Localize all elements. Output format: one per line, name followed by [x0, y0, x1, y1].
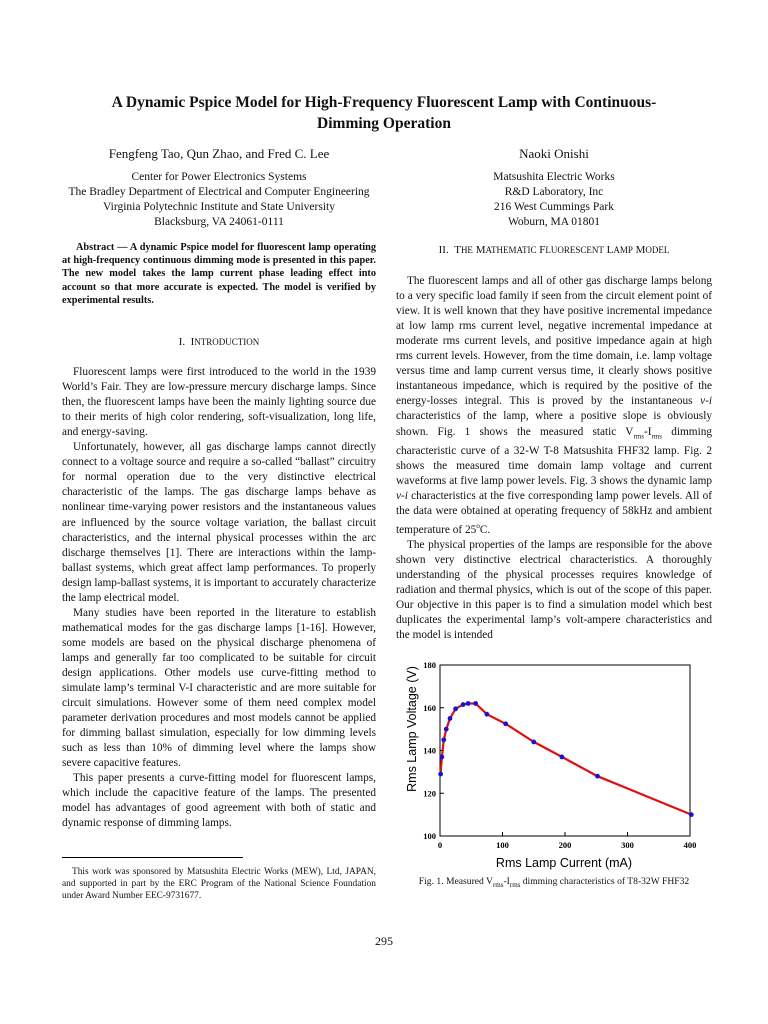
data-point — [444, 727, 449, 732]
text-run: -I — [643, 425, 652, 438]
footnote-rule — [62, 857, 243, 858]
section-number: II. — [438, 244, 449, 256]
authors-right: Naoki Onishi — [519, 146, 589, 161]
subscript: rms — [651, 431, 662, 440]
text-run: characteristics at the five corresponding lamp power levels. All of the data were obtained at operating frequency of 58kHz and ambient temperature of 25 — [396, 489, 712, 536]
intro-paragraph-4: This paper presents a curve-fitting model for fluorescent lamps, which include the capacitive feature of the lamps. The presented model has advantages of good agreement with both of static and dynamic response of dimming lamps. — [62, 772, 376, 830]
caption-text: -I — [503, 876, 510, 887]
heading-cap: M — [635, 244, 646, 256]
affiliation-right-line: Woburn, MA 01801 — [507, 216, 601, 228]
heading-smallcaps: LUORESCENT — [545, 245, 604, 255]
model-paragraph-2: The physical properties of the lamps are responsible for the above shown very distinctive electrical characteristics. A thoroughly understanding of the physical processes requires knowledge of radiation and thermal physics, which is out of the scope of this paper. Our objective in this paper is to find a simulation model which best duplicates the experimental lamp’s volt-ampere characteristics and the model is intended — [396, 538, 712, 642]
heading-cap: I — [190, 336, 195, 349]
plot-frame — [440, 665, 690, 836]
caption-text: Fig. 1. Measured V — [418, 876, 493, 887]
y-axis-label-text: Rms Lamp Voltage (V) — [405, 666, 419, 792]
data-point — [595, 774, 600, 779]
data-point — [439, 755, 444, 760]
title-line-1: A Dynamic Pspice Model for High-Frequency Fluorescent Lamp with Continuous- — [111, 94, 657, 111]
data-point — [503, 721, 508, 726]
data-point — [441, 737, 446, 742]
heading-cap: T — [454, 244, 461, 256]
figure-caption — [396, 876, 712, 889]
data-point — [466, 701, 471, 706]
title-line-2: Dimming Operation — [317, 115, 451, 132]
y-tick-label: 180 — [423, 660, 436, 670]
affiliation-left — [42, 170, 396, 230]
intro-paragraph-2: Unfortunately, however, all gas discharge lamps cannot directly connect to a voltage source and require a so-called “ballast” circuitry for normal operation due to the very distinctive electrical characteristic of the lamps. The gas discharge lamps behave as nonlinear time-varying power resistors and the instantaneous values are influenced by the source voltage variation, the ballast circuit characteristics, and the internal physical processes within the arc discharge themselves [1]. There are interactions within the lamp-ballast systems, which great affect lamp performances. To properly design lamp-ballast systems, it is important to accurately characterize the lamp electrical model. — [62, 441, 377, 604]
model-paragraph-1 — [396, 274, 712, 538]
text-run: dimming characteristic curve of a 32-W T-8 Matsushita FHF32 lamp. Fig. 2 shows the measured time domain lamp voltage and current waveforms at five lamp power levels. Fig. 3 shows the dynamic lamp — [396, 425, 713, 487]
data-point — [484, 712, 489, 717]
x-tick-label: 100 — [496, 840, 509, 850]
affiliation-right-line: 216 West Cummings Park — [494, 201, 614, 213]
superscript: o — [476, 522, 480, 531]
data-point — [689, 812, 694, 817]
affiliation-left-line: Blacksburg, VA 24061-0111 — [154, 216, 284, 228]
affiliation-right-line: R&D Laboratory, Inc — [504, 186, 604, 198]
x-tick-label: 0 — [437, 840, 443, 850]
right-column — [396, 243, 712, 643]
text-run-italic: v-i — [700, 395, 712, 408]
heading-smallcaps: AMP — [613, 245, 633, 255]
y-tick-label: 140 — [423, 745, 436, 756]
data-point — [453, 706, 458, 711]
text-run: The fluorescent lamps and all of other gas discharge lamps belong to a very specific load family if seen from the circuit element point of view. It is well known that they have positive incremental impedance at low lamp rms current level, negative incremental impedance at moderate rms current levels, and positive impedance again at high rms current levels. However, from the time domain, i.e. lamp voltage versus time and lamp current versus time, it clearly shows positive instantaneous impedance, which is required by the positive of the energy-losses integral. This is proved by the instantaneous — [396, 275, 712, 408]
affiliation-right — [396, 170, 712, 230]
text-run: C. — [479, 523, 491, 536]
section-number: I. — [178, 336, 186, 349]
x-tick-label: 300 — [621, 840, 634, 850]
data-point — [531, 740, 536, 745]
footnote — [62, 866, 376, 902]
data-point — [559, 755, 564, 760]
authors-left: Fengfeng Tao, Qun Zhao, and Fred C. Lee — [108, 146, 330, 161]
fig1-chart — [396, 657, 712, 873]
abstract: Abstract — A dynamic Pspice model for fluorescent lamp operating at high-frequency continuous dimming mode is presented in this paper. The new model takes the lamp current phase leading effect into account so that more accurate is expected. The model is verified by experimental results. — [62, 242, 376, 306]
section-2-heading — [396, 243, 712, 258]
data-point — [448, 716, 453, 721]
left-column — [62, 241, 376, 832]
text-run-italic: v-i — [396, 489, 408, 502]
subscript: rms — [633, 431, 644, 440]
heading-cap: L — [606, 244, 614, 256]
data-point — [461, 702, 466, 707]
intro-paragraph-3: Many studies have been reported in the literature to establish mathematical modes for the gas discharge lamps [1-16]. However, some models are based on the physical discharge phenomena of lamps and generally far too complicated to be suitable for circuit design applications. Other models use curve-fitting method to simulate lamp’s terminal V-I characteristic and are more suitable for circuit simulations. However some of them need complex model parameter derivation procedures and most models cannot be applied for dimming ballast simulation, especially for low dimming levels such as less than 10% of dimming level where the lamps show severe capacitive features. — [62, 606, 376, 770]
caption-text: dimming characteristics of T8-32W FHF32 — [520, 876, 690, 887]
series-line — [441, 704, 692, 815]
x-tick-label: 400 — [683, 840, 697, 850]
x-tick-label: 200 — [558, 840, 572, 850]
data-point — [438, 772, 443, 777]
intro-paragraph-1: Fluorescent lamps were first introduced to the world in the 1939 World’s Fair. They are low-pressure mercury discharge lamps. Since then, the fluorescent lamps have been the mainly lighting source due to their merits of high color rendering, soft-visualization, long life, and energy-saving. — [62, 366, 376, 439]
x-axis-label: Rms Lamp Current (mA) — [495, 856, 633, 870]
heading-smallcaps: ATHEMATIC — [485, 245, 537, 255]
heading-cap: M — [475, 244, 486, 256]
y-tick-label: 100 — [423, 831, 436, 841]
page-number: 295 — [375, 934, 393, 948]
affiliation-left-line: Center for Power Electronics Systems — [131, 171, 307, 183]
y-tick-label: 120 — [423, 788, 436, 799]
caption-subscript: rms — [492, 880, 504, 889]
heading-smallcaps: ODEL — [645, 245, 670, 255]
footnote-text: This work was sponsored by Matsushita Electric Works (MEW), Ltd, JAPAN, and supported in part by the ERC Program of the National Science Foundation under Award Number EEC-9731677. — [62, 867, 376, 901]
y-axis-label — [405, 666, 419, 792]
affiliation-right-line: Matsushita Electric Works — [493, 171, 615, 183]
caption-subscript: rms — [509, 880, 521, 889]
heading-cap: F — [539, 244, 546, 256]
affiliation-left-line: Virginia Polytechnic Institute and State University — [103, 201, 335, 213]
text-run: characteristics of the lamp, where a positive slope is obviously shown. Fig. 1 shows the measured static V — [396, 410, 712, 438]
heading-smallcaps: NTRODUCTION — [194, 337, 260, 348]
affiliation-left-line: The Bradley Department of Electrical and Computer Engineering — [68, 186, 370, 198]
y-tick-label: 160 — [423, 702, 436, 713]
data-point — [473, 701, 478, 706]
paper-title — [40, 92, 728, 134]
heading-smallcaps: HE — [460, 245, 473, 255]
section-1-heading — [62, 335, 376, 350]
